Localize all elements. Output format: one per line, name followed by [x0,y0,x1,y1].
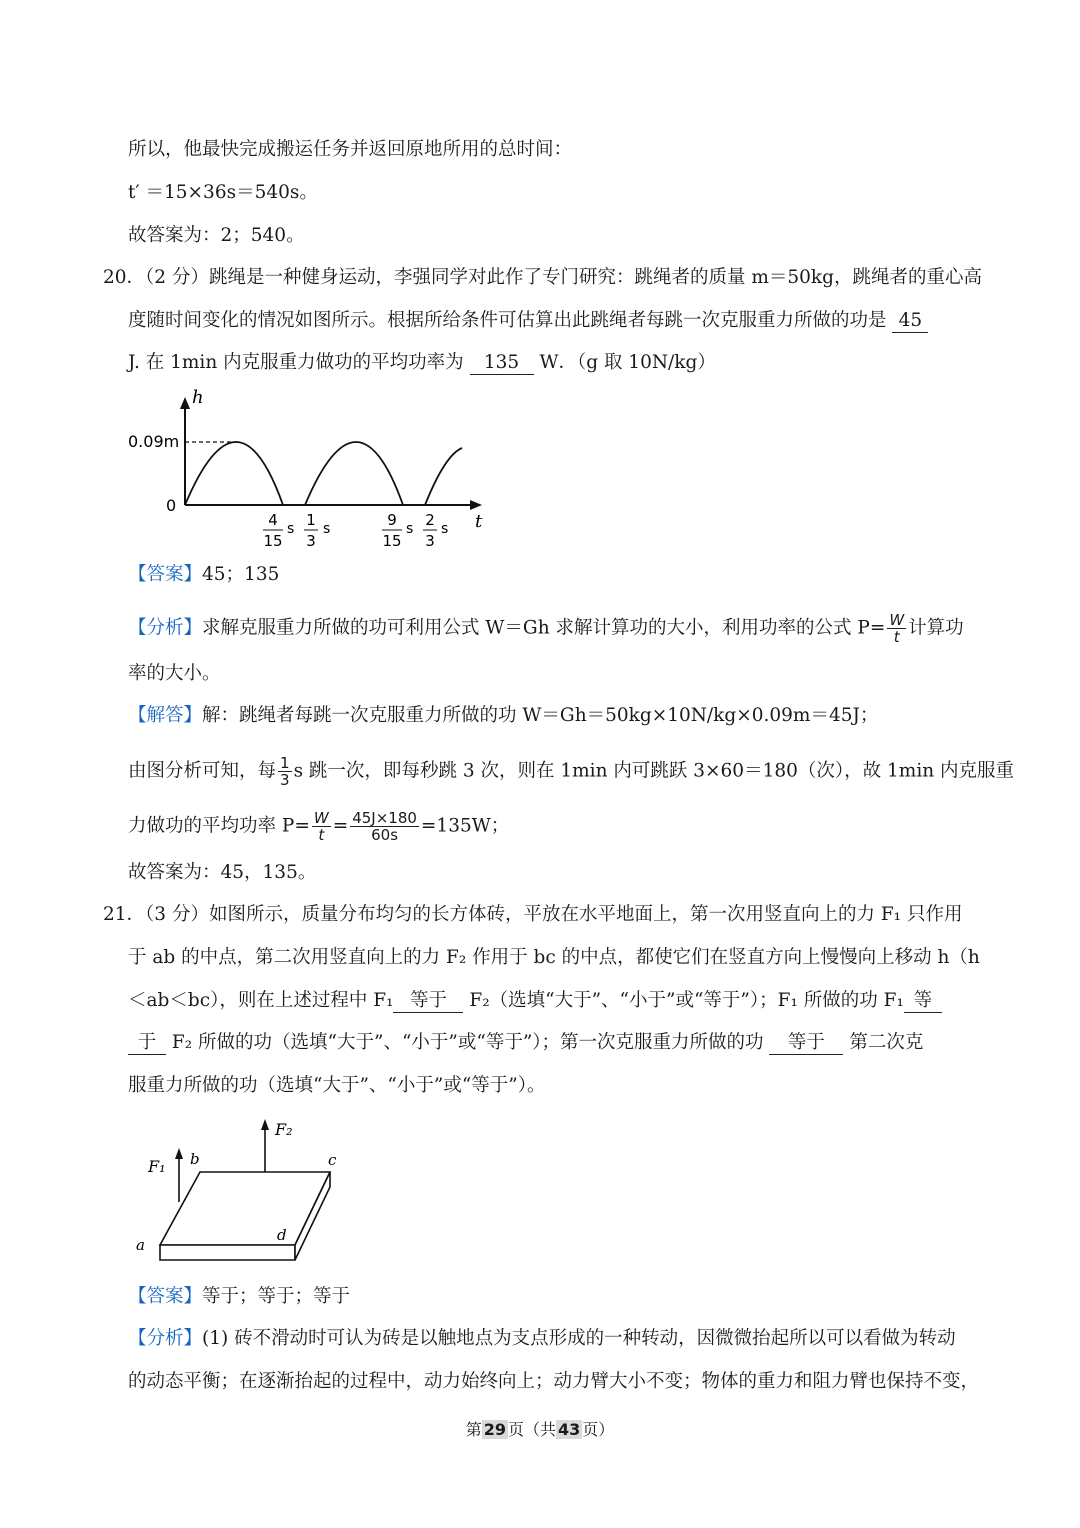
q20-solution-text-2a: 由图分析可知，每 [128,760,277,782]
q21-line-5: 服重力所做的功（选填“大于”、“小于”或“等于”）。 [128,1075,546,1096]
footer-page-number: 29 [483,1420,506,1439]
q20-line-3-text-b: W．（g 取 10N/kg） [539,352,716,373]
q20-solution-line-4: 故答案为：45，135。 [128,862,317,883]
q21-answer-text: 等于；等于；等于 [202,1286,351,1307]
force-f2-label: F₂ [275,1120,293,1139]
height-time-graph [120,385,500,555]
q20-analysis-fraction [887,612,906,645]
origin-label: 0 [166,496,177,515]
q21-line-3-text-b: F₂（选填“大于”、“小于”或“等于”）；F₁ 所做的功 F₁ [469,990,904,1011]
corner-c-label: c [328,1151,337,1169]
q20-analysis-fraction-den: t [893,628,900,646]
q20-solution-fraction-num: 1 [280,754,290,772]
q20-line-3 [128,350,716,376]
q20-solution-text-1: 解：跳绳者每跳一次克服重力所做的功 W＝Gh＝50kg×10N/kg×0.09m＝45J； [202,705,879,726]
q20-analysis-line-1 [128,612,964,645]
t-axis-arrow-icon [470,500,482,510]
jump-arc-2 [305,442,403,505]
q20-answer-tag: 【答案】 [128,564,203,585]
tick-9-15-unit: s [406,521,414,537]
q21-line-3-text-a: ＜ab＜bc），则在上述过程中 F₁ [128,990,394,1011]
prev-line-2: t′ ＝15×36s＝540s。 [128,182,318,203]
brick-front-face [160,1245,295,1260]
q20-analysis-text-a: 求解克服重力所做的功可利用公式 W＝Gh 求解计算功的大小，利用功率的公式 P= [202,617,886,639]
force-f2-arrowhead-icon [261,1119,269,1130]
tick-9-15 [382,511,413,550]
q20-solution-text-3a: 力做功的平均功率 P= [128,815,310,837]
tick-2-3-den: 3 [425,532,435,550]
q20-solution-fraction-power [350,810,419,843]
footer-mid: 页（共 [507,1420,556,1439]
max-height-label: 0.09m [128,432,180,451]
q20-analysis-fraction-num: W [889,611,905,629]
tick-4-15-num: 4 [268,511,278,529]
footer-pre: 第 [465,1420,482,1439]
prev-line-3: 故答案为：2；540。 [128,225,305,246]
jump-arc-1 [185,442,283,505]
tick-2-3-unit: s [441,521,449,537]
q20-solution-fraction-1-3 [278,755,292,788]
tick-1-3-num: 1 [306,511,316,529]
h-axis-arrow-icon [180,397,190,409]
q21-answer [128,1284,350,1310]
q20-solution-line-1 [128,703,878,729]
q21-line-4-text-b: 第二次克 [849,1032,924,1053]
tick-2-3 [423,511,448,550]
q20-analysis-line-2: 率的大小。 [128,663,221,684]
q20-answer [128,562,279,588]
q21-answer-tag: 【答案】 [128,1286,203,1307]
q20-line-1: 20．（2 分）跳绳是一种健身运动，李强同学对此作了专门研究：跳绳者的质量 m＝50kg，跳绳者的重心高 [103,267,982,288]
q21-analysis-line-1 [128,1326,956,1352]
q20-analysis-text-b: 计算功 [908,617,964,639]
q21-analysis-line-2: 的动态平衡；在逐渐抬起的过程中，动力始终向上；动力臂大小不变；物体的重力和阻力臂也保持不变， [128,1371,980,1392]
force-f1-label: F₁ [148,1157,166,1176]
q20-solution-fraction-power-den: 60s [371,826,399,844]
q21-answer-blank-1: 等于 [393,990,463,1013]
tick-9-15-den: 15 [382,532,402,550]
q20-solution-equals: = [332,815,349,837]
q20-answer-text: 45；135 [202,564,280,585]
tick-4-15-unit: s [287,521,295,537]
q21-line-4 [128,1030,923,1056]
t-axis-label: t [475,511,483,532]
q21-answer-blank-2-start: 等 [904,990,942,1013]
q20-solution-fraction-power-num: 45J×180 [352,809,417,827]
corner-a-label: a [136,1236,145,1254]
tick-9-15-num: 9 [387,511,397,529]
q20-solution-text-3b: =135W； [420,815,510,837]
brick-figure-svg [130,1112,350,1272]
q21-line-1: 21．（3 分）如图所示，质量分布均匀的长方体砖，平放在水平地面上，第一次用竖直向上的力 F₁ 只作用 [103,904,963,925]
q20-analysis-tag: 【分析】 [128,617,203,639]
q20-line-2 [128,308,928,334]
q20-line-2-text: 度随时间变化的情况如图所示。根据所给条件可估算出此跳绳者每跳一次克服重力所做的功是 [128,310,887,331]
q20-solution-tag: 【解答】 [128,705,203,726]
q20-solution-line-3 [128,810,509,843]
q20-answer-blank-2: 135 [470,352,534,375]
tick-1-3-den: 3 [306,532,316,550]
q21-analysis-tag: 【分析】 [128,1328,203,1349]
q20-solution-fraction-w: W [313,809,329,827]
q20-solution-fraction-t: t [318,826,325,844]
corner-d-label: d [277,1226,287,1244]
q20-solution-text-2b: s 跳一次，即每秒跳 3 次，则在 1min 内可跳跃 3×60＝180（次），故 1min 内克服重 [293,760,1015,782]
q21-line-2: 于 ab 的中点，第二次用竖直向上的力 F₂ 作用于 bc 的中点，都使它们在竖直方向上慢慢向上移动 h（h [128,947,980,968]
tick-1-3 [304,511,330,550]
footer-total-pages: 43 [558,1420,581,1439]
brick-figure [130,1112,350,1272]
prev-line-1: 所以，他最快完成搬运任务并返回原地所用的总时间： [128,139,573,160]
tick-4-15-den: 15 [263,532,283,550]
height-time-graph-svg [120,385,500,555]
q21-answer-blank-2-end: 于 [128,1032,166,1055]
q21-answer-blank-3: 等于 [769,1032,843,1055]
footer-post: 页） [582,1420,615,1439]
q20-solution-fraction-den: 3 [280,771,290,789]
q21-line-3 [128,988,942,1014]
h-axis-label: h [192,387,204,408]
tick-1-3-unit: s [323,521,331,537]
force-f1-arrowhead-icon [175,1148,183,1159]
q21-analysis-text-1: (1) 砖不滑动时可认为砖是以触地点为支点形成的一种转动，因微微抬起所以可以看做为转动 [202,1328,956,1349]
q20-solution-line-2 [128,755,1014,788]
tick-2-3-num: 2 [425,511,435,529]
q20-line-3-text-a: J. 在 1min 内克服重力做功的平均功率为 [128,352,464,373]
q21-line-4-text-a: F₂ 所做的功（选填“大于”、“小于”或“等于”）；第一次克服重力所做的功 [171,1032,764,1053]
corner-b-label: b [190,1150,200,1168]
q20-solution-fraction-w-t [312,810,331,843]
q20-answer-blank-1: 45 [892,310,928,333]
tick-4-15 [263,511,294,550]
jump-arc-3-partial [425,448,462,505]
page-footer [0,1417,1080,1440]
